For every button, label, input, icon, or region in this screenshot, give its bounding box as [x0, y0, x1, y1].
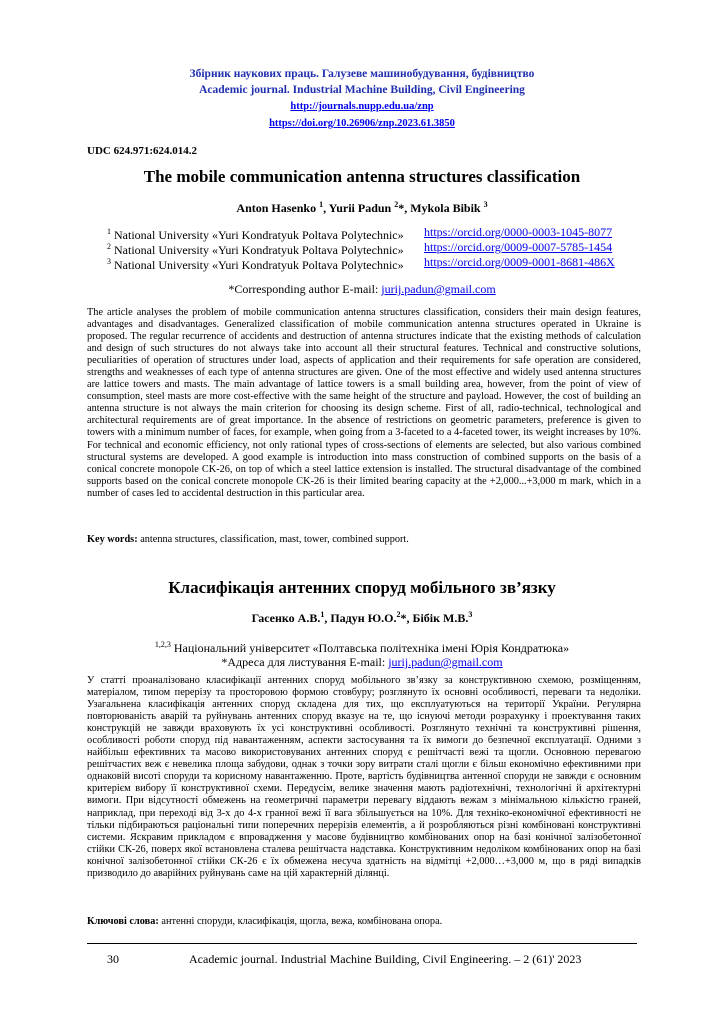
author-uk-3-sup: 3 — [468, 610, 473, 619]
affiliation-3-name: National University «Yuri Kondratyuk Poltava Polytechnic» — [111, 258, 404, 272]
affiliation-3-sup: 3 — [107, 257, 111, 266]
author-2: , Yurii Padun — [323, 201, 395, 215]
keywords-en-text: antenna structures, classification, mast, tower, combined support. — [137, 534, 409, 545]
article-title-en: The mobile communication antenna structures classification — [143, 167, 581, 186]
affiliation-uk-name: Національний університет «Полтавська політехніка імені Юрія Кондратюка» — [170, 641, 570, 655]
keywords-en-label: Key words: — [87, 534, 138, 545]
orcid-link-3[interactable]: https://orcid.org/0009-0001-8681-486X — [424, 255, 615, 269]
corresponding-email-link[interactable]: jurij.padun@gmail.com — [381, 282, 496, 296]
corresponding-author — [0, 282, 724, 297]
author-2-sup: 2 — [394, 200, 399, 209]
author-uk-2-sup: 2 — [396, 610, 401, 619]
orcid-link-1[interactable]: https://orcid.org/0000-0003-1045-8077 — [424, 225, 613, 239]
article-title-uk: Класифікація антенних споруд мобільного зв’язку — [168, 578, 556, 597]
doi-link[interactable]: https://doi.org/10.26906/znp.2023.61.3850 — [269, 118, 455, 129]
author-1: Anton Hasenko — [236, 201, 320, 215]
affiliation-uk-sup: 1,2,3 — [154, 640, 171, 649]
corresponding-label: *Corresponding author E-mail: — [228, 282, 382, 296]
footer-journal: Academic journal. Industrial Machine Building, Civil Engineering. – 2 (61)' 2023 — [189, 952, 582, 966]
authors-uk — [0, 610, 724, 626]
affiliation-2-sup: 2 — [107, 242, 111, 251]
author-1-sup: 1 — [319, 200, 324, 209]
abstract-en: The article analyses the problem of mobile communication antenna structures classification, considers their main design features, advantages and disadvantages. Generalized classification of mobile communication antenna structures operated in Ukraine is proposed. The regular recurrence of accidents and destruction of antenna structures indicate that the existing methods of calculation and design of such structures do not always take into account all their structural features. Technical and constructive solutions, peculiarities of operation of structures under load, aspects of application and their requirements for safe operation are considered, strengths and weaknesses of each type of antenna structures are given. One of the most effective and widely used antenna structures are lattice towers and masts. The main advantage of lattice towers is a small building area, however, from the point of view of consumption, steel masts are more cost-effective with the same height of the structure and payload. However, the cost of building an antenna structure is not always the main criterion for choosing its design scheme. First of all, radio-technical, technological and architectural requirements are of great importance. In the absence of restrictions on geometric parameters, preference is given to towers with a minimum number of faces, for example, when going from a 3-faceted to a 4-faceted tower, its weight increases by 10%. For technical and economic efficiency, not only rational types of cross-sections of elements are selected, but also various combined structural systems are developed. A good example is introduction into mass construction of combined supports on the basis of a conical concrete monopole CK-26, on top of which a steel lattice extension is installed. The structural disadvantage of the combined supports based on the conical concrete monopole CK-26 is their limited bearing capacity at the +2,000...+3,000 m mark, which in a number of cases led to accidental destruction in this particular area. — [87, 307, 641, 499]
footer-divider — [87, 943, 637, 944]
journal-url-link[interactable]: http://journals.nupp.edu.ua/znp — [290, 101, 434, 112]
udc-code: UDC 624.971:624.014.2 — [87, 145, 197, 157]
abstract-uk: У статті проаналізовано класифікації антенних споруд мобільного зв’язку за конструктивною схемою, розміщенням, матеріалом, типом перерізу та просторовою формою стовбуру; розглянуто їх основні особливості, переваги та недоліки. Узагальнена класифікація антенних споруд складена для тих, що експлуатуються на території України. Регулярна повторюваність аварій та руйнувань антенних споруд вказує на те, що існуючі методи розрахунку і проектування таких конструкцій не завжди враховують їх усі конструктивні особливості. Розглянуто технічні та конструктивні рішення, особливості роботи споруд під навантаженням, аспекти застосування та їх вимоги до безпечної експлуатації. Одними з найбільш ефективних та масово використовуваних антенних споруд є решітчасті вежі та щогли. Основною перевагою решітчастих веж є невелика площа забудови, однак з точки зору витрати сталі щогли є більш економічно ефективними при однаковій висоті споруди та корисному навантаженню. Проте, вартість будівництва антенної споруди не завжди є основним критерієм вибору її конструктивної схеми. Передусім, велике значення мають радіотехнічні, технологічні й архітектурні вимоги. При відсутності обмежень на геометричні параметри перевагу віддають вежам з мінімальною кількістю граней, наприклад, при переході від 3-х до 4-х гранної вежі її вага збільшується на 10%. Для техніко-економічної ефективності не тільки підбираються раціональні типи поперечних перерізів елементів, а й розробляються різні комбіновані конструктивні системи. Яскравим прикладом є впровадження у масове будівництво комбінованих опор на базі конічної залізобетонної стійки СК-26, поверх якої встановлена сталева решітчаста надставка. Конструктивним недоліком комбінованих опор на базі конічної залізобетонної стійки СК-26 є їх обмежена несуча здатність на відмітці +2,000…+3,000 м, що в ряді випадків призводило до аварійних руйнувань саме на цій характерній ділянці. — [87, 675, 641, 879]
affiliation-1-sup: 1 — [107, 227, 111, 236]
author-uk-3: *, Бібік М.В. — [400, 611, 469, 625]
page-number: 30 — [107, 952, 119, 966]
keywords-uk-label: Ключові слова: — [87, 916, 159, 927]
author-uk-1-sup: 1 — [320, 610, 325, 619]
keywords-en — [87, 534, 641, 545]
affiliation-uk — [0, 638, 724, 669]
author-3-sup: 3 — [483, 200, 488, 209]
journal-header — [0, 66, 724, 132]
email-uk-label: *Адреса для листування E-mail: — [221, 655, 389, 669]
author-uk-2: , Падун Ю.О. — [324, 611, 397, 625]
authors-en — [0, 200, 724, 216]
author-3: *, Mykola Bibik — [398, 201, 484, 215]
journal-title-en: Academic journal. Industrial Machine Building, Civil Engineering — [199, 84, 525, 96]
keywords-uk — [87, 916, 641, 927]
affiliation-2-name: National University «Yuri Kondratyuk Poltava Polytechnic» — [111, 243, 404, 257]
author-uk-1: Гасенко А.В. — [251, 611, 321, 625]
journal-title-uk: Збірник наукових праць. Галузеве машинобудування, будівництво — [189, 68, 535, 80]
orcid-link-2[interactable]: https://orcid.org/0009-0007-5785-1454 — [424, 240, 613, 254]
email-uk-link[interactable]: jurij.padun@gmail.com — [388, 655, 503, 669]
affiliation-3 — [107, 255, 615, 272]
affiliation-1-name: National University «Yuri Kondratyuk Poltava Polytechnic» — [111, 228, 404, 242]
keywords-uk-text: антенні споруди, класифікація, щогла, вежа, комбінована опора. — [158, 916, 443, 927]
